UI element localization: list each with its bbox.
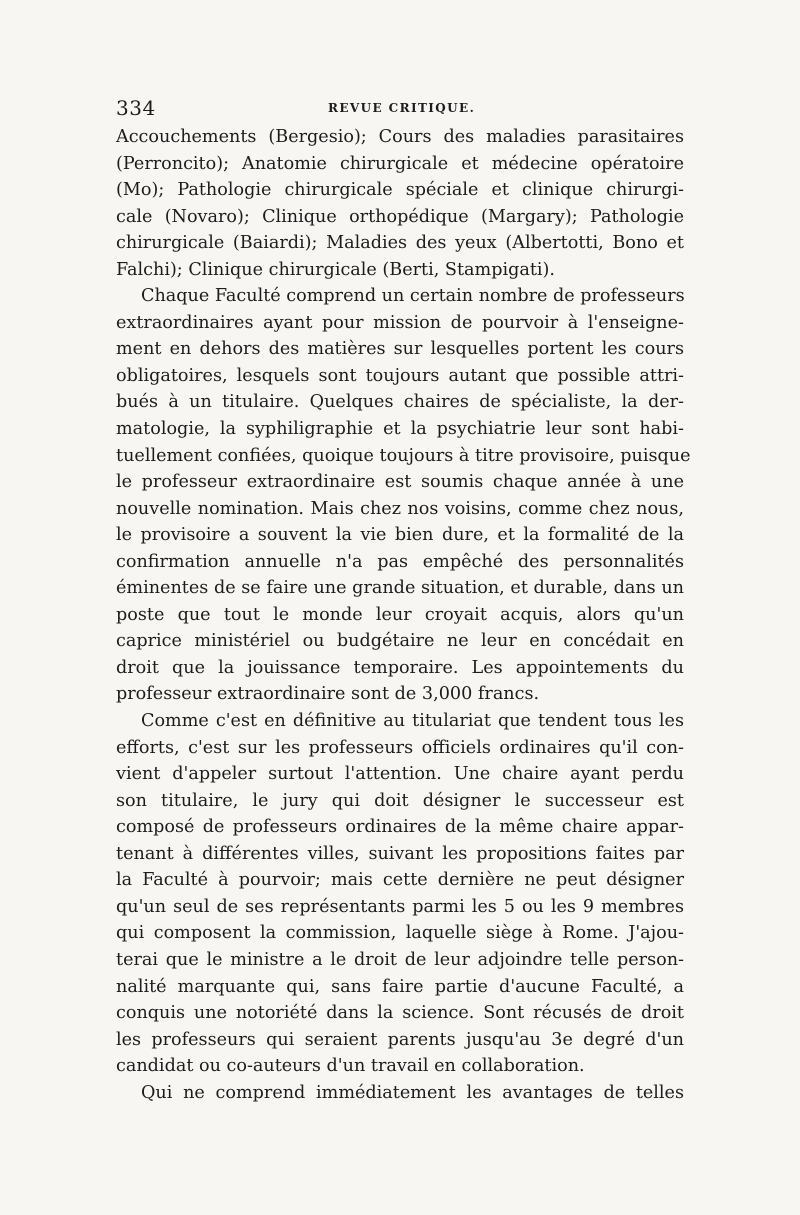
text-line: candidat ou co-auteurs d'un travail en collaboration. — [116, 1056, 585, 1077]
text-line: matologie, la syphiligraphie et la psychiatrie leur sont habi- — [116, 419, 684, 440]
text-line: ment en dehors des matières sur lesquelles portent les cours — [116, 339, 684, 360]
text-line: confirmation annuelle n'a pas empêché des personnalités — [116, 551, 684, 572]
text-line: Comme c'est en définitive au titulariat que tendent tous les — [141, 711, 684, 732]
text-line: nouvelle nomination. Mais chez nos voisins, comme chez nous, — [116, 498, 684, 519]
text-line: vient d'appeler surtout l'attention. Une chaire ayant perdu — [116, 764, 684, 785]
page-header — [116, 96, 684, 122]
text-line: le professeur extraordinaire est soumis chaque année à une — [116, 472, 684, 493]
text-line: son titulaire, le jury qui doit désigner le successeur est — [116, 790, 684, 811]
text-line: qu'un seul de ses représentants parmi les 5 ou les 9 membres — [116, 896, 684, 917]
text-line: (Mo); Pathologie chirurgicale spéciale et clinique chirurgi- — [116, 180, 684, 201]
text-line: la Faculté à pourvoir; mais cette dernière ne peut désigner — [116, 870, 684, 891]
text-line: Qui ne comprend immédiatement les avantages de telles — [141, 1082, 684, 1103]
text-line: tenant à différentes villes, suivant les propositions faites par — [116, 843, 684, 864]
text-line: tuellement confiées, quoique toujours à titre provisoire, puisque — [116, 445, 691, 466]
text-line: extraordinaires ayant pour mission de pourvoir à l'enseigne- — [116, 312, 684, 333]
text-line: professeur extraordinaire sont de 3,000 francs. — [116, 684, 540, 705]
text-line: caprice ministériel ou budgétaire ne leur en concédait en — [116, 631, 684, 652]
text-line: efforts, c'est sur les professeurs officiels ordinaires qu'il con- — [116, 737, 684, 758]
page-number: 334 — [116, 96, 156, 120]
text-line: les professeurs qui seraient parents jusqu'au 3e degré d'un — [116, 1029, 684, 1050]
text-line: nalité marquante qui, sans faire partie d'aucune Faculté, a — [116, 976, 684, 997]
body-text — [116, 124, 691, 1106]
text-line: Accouchements (Bergesio); Cours des maladies parasitaires — [116, 127, 684, 147]
text-line: conquis une notoriété dans la science. Sont récusés de droit — [116, 1003, 684, 1024]
text-line: Falchi); Clinique chirurgicale (Berti, Stampigati). — [116, 259, 556, 280]
text-line: Chaque Faculté comprend un certain nombre de professeurs — [141, 286, 685, 307]
text-line: cale (Novaro); Clinique orthopédique (Margary); Pathologie — [116, 206, 684, 227]
text-line: droit que la jouissance temporaire. Les appointements du — [116, 657, 684, 678]
text-line: chirurgicale (Baiardi); Maladies des yeux (Albertotti, Bono et — [116, 233, 684, 254]
text-line: bués à un titulaire. Quelques chaires de spécialiste, la der- — [116, 392, 684, 413]
text-line: obligatoires, lesquels sont toujours autant que possible attri- — [116, 365, 684, 386]
text-line: éminentes de se faire une grande situation, et durable, dans un — [116, 578, 684, 599]
text-line: le provisoire a souvent la vie bien dure, et la formalité de la — [116, 525, 684, 546]
text-line: terai que le ministre a le droit de leur adjoindre telle person- — [116, 949, 684, 970]
text-line: poste que tout le monde leur croyait acquis, alors qu'un — [116, 604, 684, 625]
running-head: REVUE CRITIQUE. — [328, 101, 476, 115]
text-line: (Perroncito); Anatomie chirurgicale et médecine opératoire — [116, 153, 684, 174]
text-line: qui composent la commission, laquelle siège à Rome. J'ajou- — [116, 923, 684, 944]
text-line: composé de professeurs ordinaires de la même chaire appar- — [116, 817, 684, 838]
